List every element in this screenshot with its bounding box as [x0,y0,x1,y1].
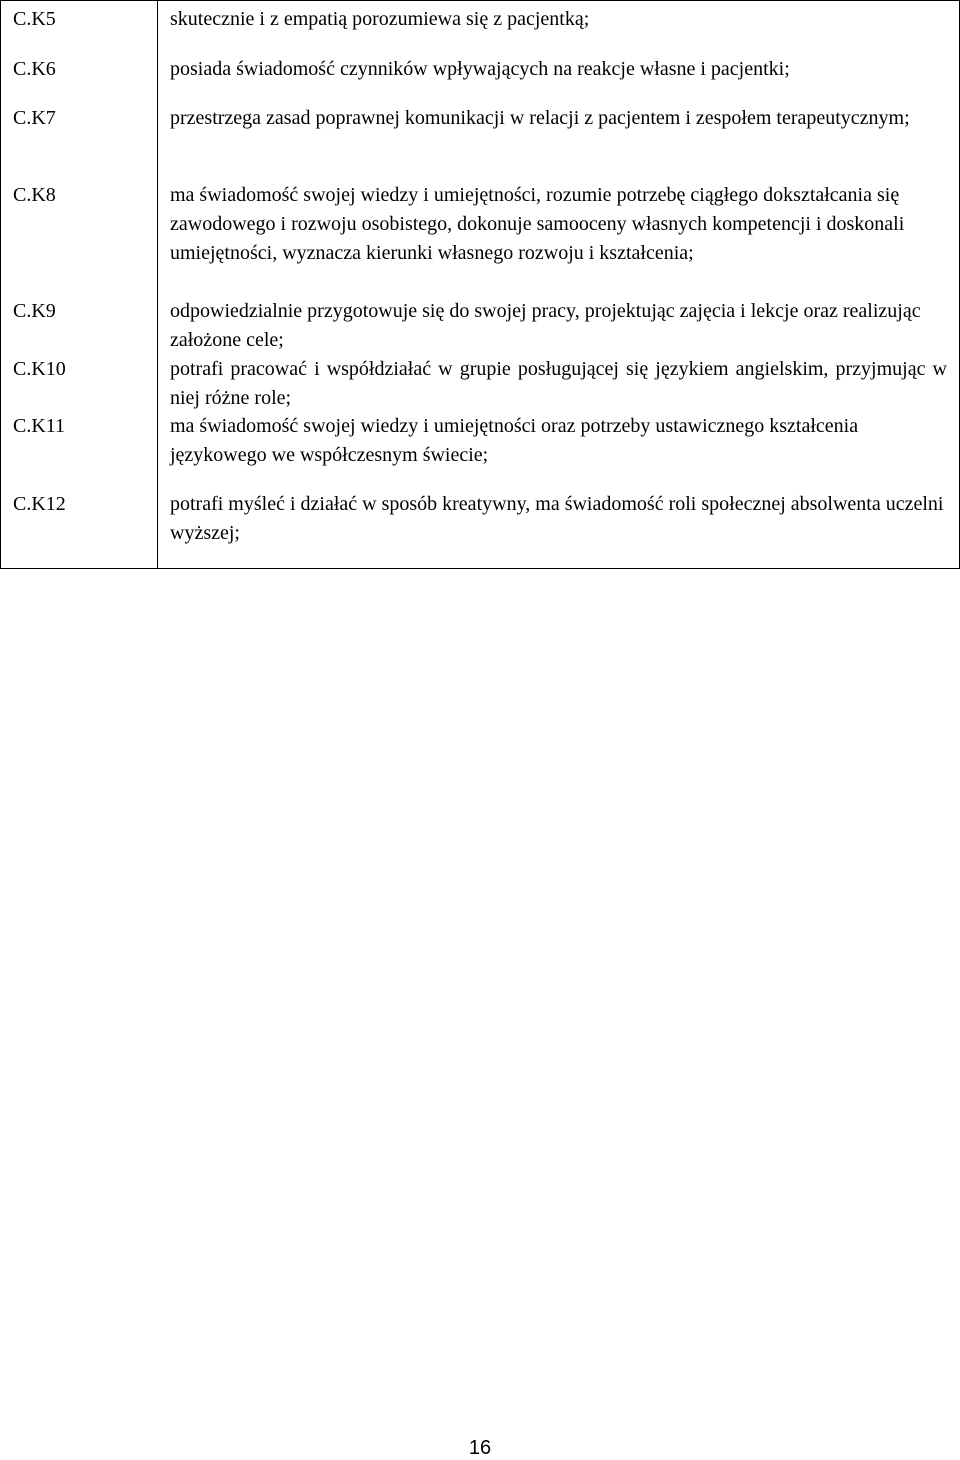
table-row [1,1,960,569]
outcome-description: ma świadomość swojej wiedzy i umiejętności, rozumie potrzebę ciągłego dokształcania się zawodowego i rozwoju osobistego, dokonuje samooceny własnych kompetencji i doskonali umiejętności, wyznacza kierunki własnego rozwoju i kształcenia; [170,184,905,264]
outcome-description: odpowiedzialnie przygotowuje się do swojej pracy, projektując zajęcia i lekcje oraz realizując założone cele; [170,300,921,351]
outcome-code: C.K7 [13,107,56,129]
outcome-description: posiada świadomość czynników wpływających na reakcje własne i pacjentki; [170,58,790,80]
page-number: 16 [468,1437,492,1459]
outcome-description: przestrzega zasad poprawnej komunikacji w relacji z pacjentem i zespołem terapeutycznym; [170,107,910,129]
code-column [1,1,158,569]
outcome-description: skutecznie i z empatią porozumiewa się z pacjentką; [170,8,590,30]
outcome-code: C.K6 [13,58,56,80]
outcome-code: C.K10 [13,358,66,380]
outcome-code: C.K12 [13,493,66,515]
outcome-code: C.K8 [13,184,56,206]
outcome-description: ma świadomość swojej wiedzy i umiejętności oraz potrzeby ustawicznego kształcenia językowego we współczesnym świecie; [170,415,859,466]
learning-outcomes-table [0,0,960,569]
code-list [1,1,157,568]
outcome-description: potrafi pracować i współdziałać w grupie posługującej się językiem angielskim, przyjmując w niej różne role; [170,358,947,409]
outcome-code: C.K5 [13,8,56,30]
description-column [158,1,960,569]
outcome-description: potrafi myśleć i działać w sposób kreatywny, ma świadomość roli społecznej absolwenta uczelni wyższej; [170,493,944,544]
outcome-code: C.K9 [13,300,56,322]
description-list [158,1,959,568]
outcome-code: C.K11 [13,415,66,437]
